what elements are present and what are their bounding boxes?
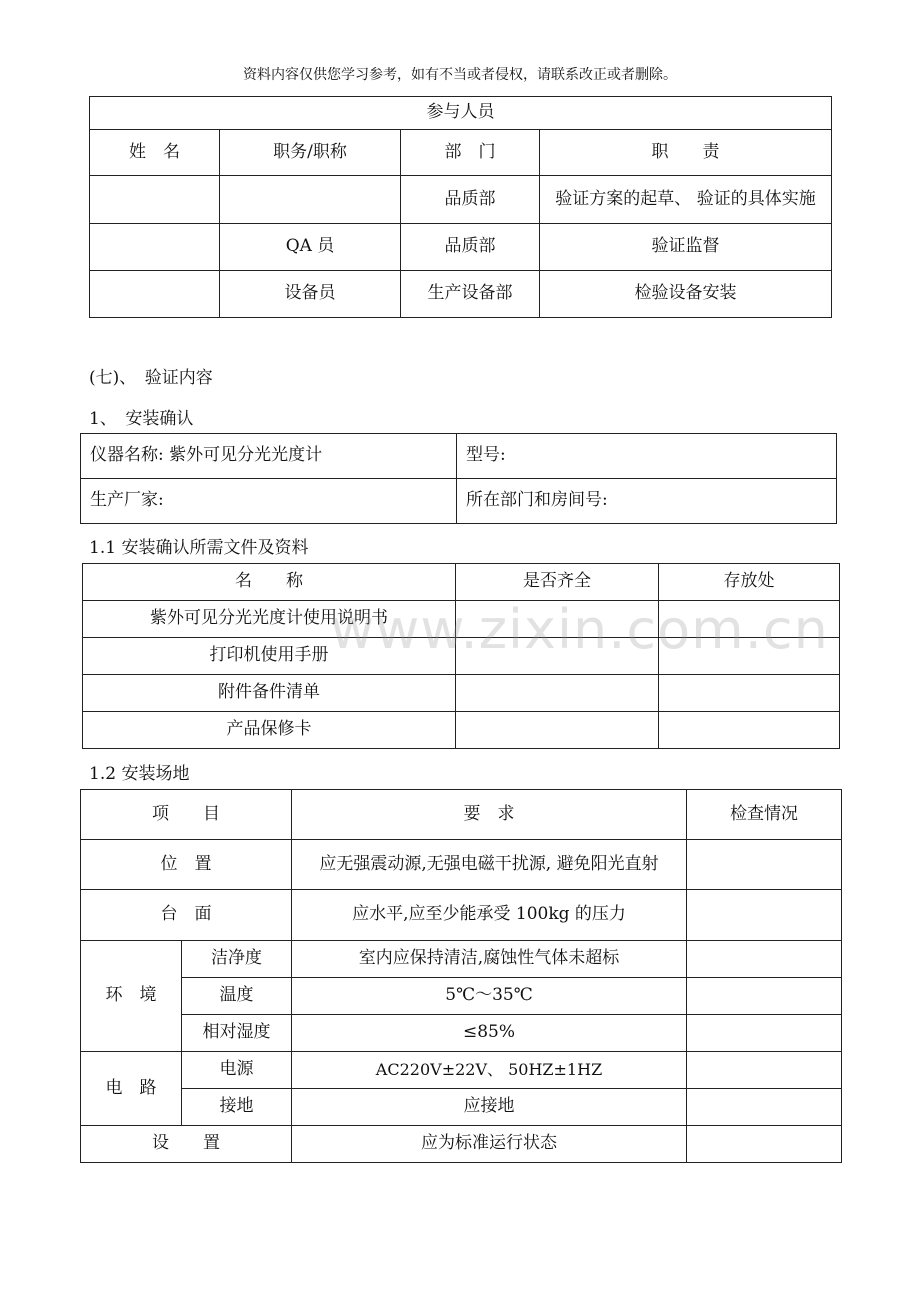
- header-note: 资料内容仅供您学习参考，如有不当或者侵权，请联系改正或者删除。: [243, 67, 677, 83]
- header-check: 检查情况: [687, 790, 842, 840]
- doc-name: 紫外可见分光光度计使用说明书: [83, 601, 456, 638]
- table-row: [81, 890, 842, 941]
- table-row: [81, 840, 842, 890]
- env-sub-label: 温度: [182, 978, 292, 1015]
- site-heading: 1.2 安装场地: [89, 764, 190, 784]
- position-label: 位 置: [81, 840, 292, 890]
- circuit-sub-label: 接地: [182, 1089, 292, 1126]
- table-row: [81, 1089, 842, 1126]
- circuit-requirement: 应接地: [292, 1089, 687, 1126]
- environment-label: 环 境: [81, 941, 182, 1052]
- header-doc-name: 名 称: [83, 564, 456, 601]
- header-department: 部 门: [401, 130, 540, 176]
- env-sub-label: 洁净度: [182, 941, 292, 978]
- header-complete: 是否齐全: [456, 564, 659, 601]
- header-name: 姓 名: [90, 130, 220, 176]
- cell-responsibility: 验证方案的起草、 验证的具体实施: [540, 176, 832, 224]
- instrument-model: 型号:: [457, 434, 837, 479]
- circuit-sub-label: 电源: [182, 1052, 292, 1089]
- table-row: [81, 1126, 842, 1163]
- circuit-requirement: AC220V±22V、 50HZ±1HZ: [292, 1052, 687, 1089]
- cell-name: [90, 271, 220, 318]
- env-check: [687, 978, 842, 1015]
- site-table: [80, 789, 842, 1163]
- setting-check: [687, 1126, 842, 1163]
- doc-complete: [456, 712, 659, 749]
- cell-position: QA 员: [220, 224, 401, 271]
- header-location: 存放处: [659, 564, 840, 601]
- table-surface-requirement: 应水平,应至少能承受 100kg 的压力: [292, 890, 687, 941]
- position-check: [687, 840, 842, 890]
- circuit-check: [687, 1052, 842, 1089]
- section-7-heading: (七)、 验证内容: [89, 368, 213, 388]
- env-sub-label: 相对湿度: [182, 1015, 292, 1052]
- table-row: [83, 675, 840, 712]
- cell-department: 品质部: [401, 224, 540, 271]
- circuit-check: [687, 1089, 842, 1126]
- setting-requirement: 应为标准运行状态: [292, 1126, 687, 1163]
- doc-location: [659, 675, 840, 712]
- cell-position: 设备员: [220, 271, 401, 318]
- table-row: [81, 1052, 842, 1089]
- section-1-heading: 1、 安装确认: [89, 409, 194, 429]
- table-row: [81, 978, 842, 1015]
- table-row: [90, 224, 832, 271]
- table-row: [83, 712, 840, 749]
- cell-responsibility: 验证监督: [540, 224, 832, 271]
- instrument-maker: 生产厂家:: [81, 479, 457, 524]
- doc-complete: [456, 675, 659, 712]
- header-requirement: 要 求: [292, 790, 687, 840]
- doc-name: 产品保修卡: [83, 712, 456, 749]
- env-requirement: 5℃～35℃: [292, 978, 687, 1015]
- personnel-title: 参与人员: [90, 97, 832, 130]
- env-requirement: ≤85%: [292, 1015, 687, 1052]
- table-row: [81, 941, 842, 978]
- header-responsibility: 职 责: [540, 130, 832, 176]
- doc-name: 附件备件清单: [83, 675, 456, 712]
- instrument-department: 所在部门和房间号:: [457, 479, 837, 524]
- circuit-label: 电 路: [81, 1052, 182, 1126]
- cell-name: [90, 224, 220, 271]
- table-surface-check: [687, 890, 842, 941]
- cell-name: [90, 176, 220, 224]
- setting-label: 设 置: [81, 1126, 292, 1163]
- watermark: www.zixin.com.cn: [330, 598, 829, 661]
- table-row: [81, 1015, 842, 1052]
- table-row: [90, 271, 832, 318]
- header-item: 项 目: [81, 790, 292, 840]
- instrument-name: 仪器名称: 紫外可见分光光度计: [81, 434, 457, 479]
- doc-location: [659, 712, 840, 749]
- instrument-table: [80, 433, 837, 524]
- cell-department: 生产设备部: [401, 271, 540, 318]
- cell-responsibility: 检验设备安装: [540, 271, 832, 318]
- env-requirement: 室内应保持清洁,腐蚀性气体未超标: [292, 941, 687, 978]
- cell-department: 品质部: [401, 176, 540, 224]
- table-surface-label: 台 面: [81, 890, 292, 941]
- header-position: 职务/职称: [220, 130, 401, 176]
- doc-name: 打印机使用手册: [83, 638, 456, 675]
- position-requirement: 应无强震动源,无强电磁干扰源, 避免阳光直射: [292, 840, 687, 890]
- env-check: [687, 941, 842, 978]
- cell-position: [220, 176, 401, 224]
- table-row: [90, 176, 832, 224]
- env-check: [687, 1015, 842, 1052]
- personnel-table: [89, 96, 832, 318]
- docs-heading: 1.1 安装确认所需文件及资料: [89, 538, 309, 558]
